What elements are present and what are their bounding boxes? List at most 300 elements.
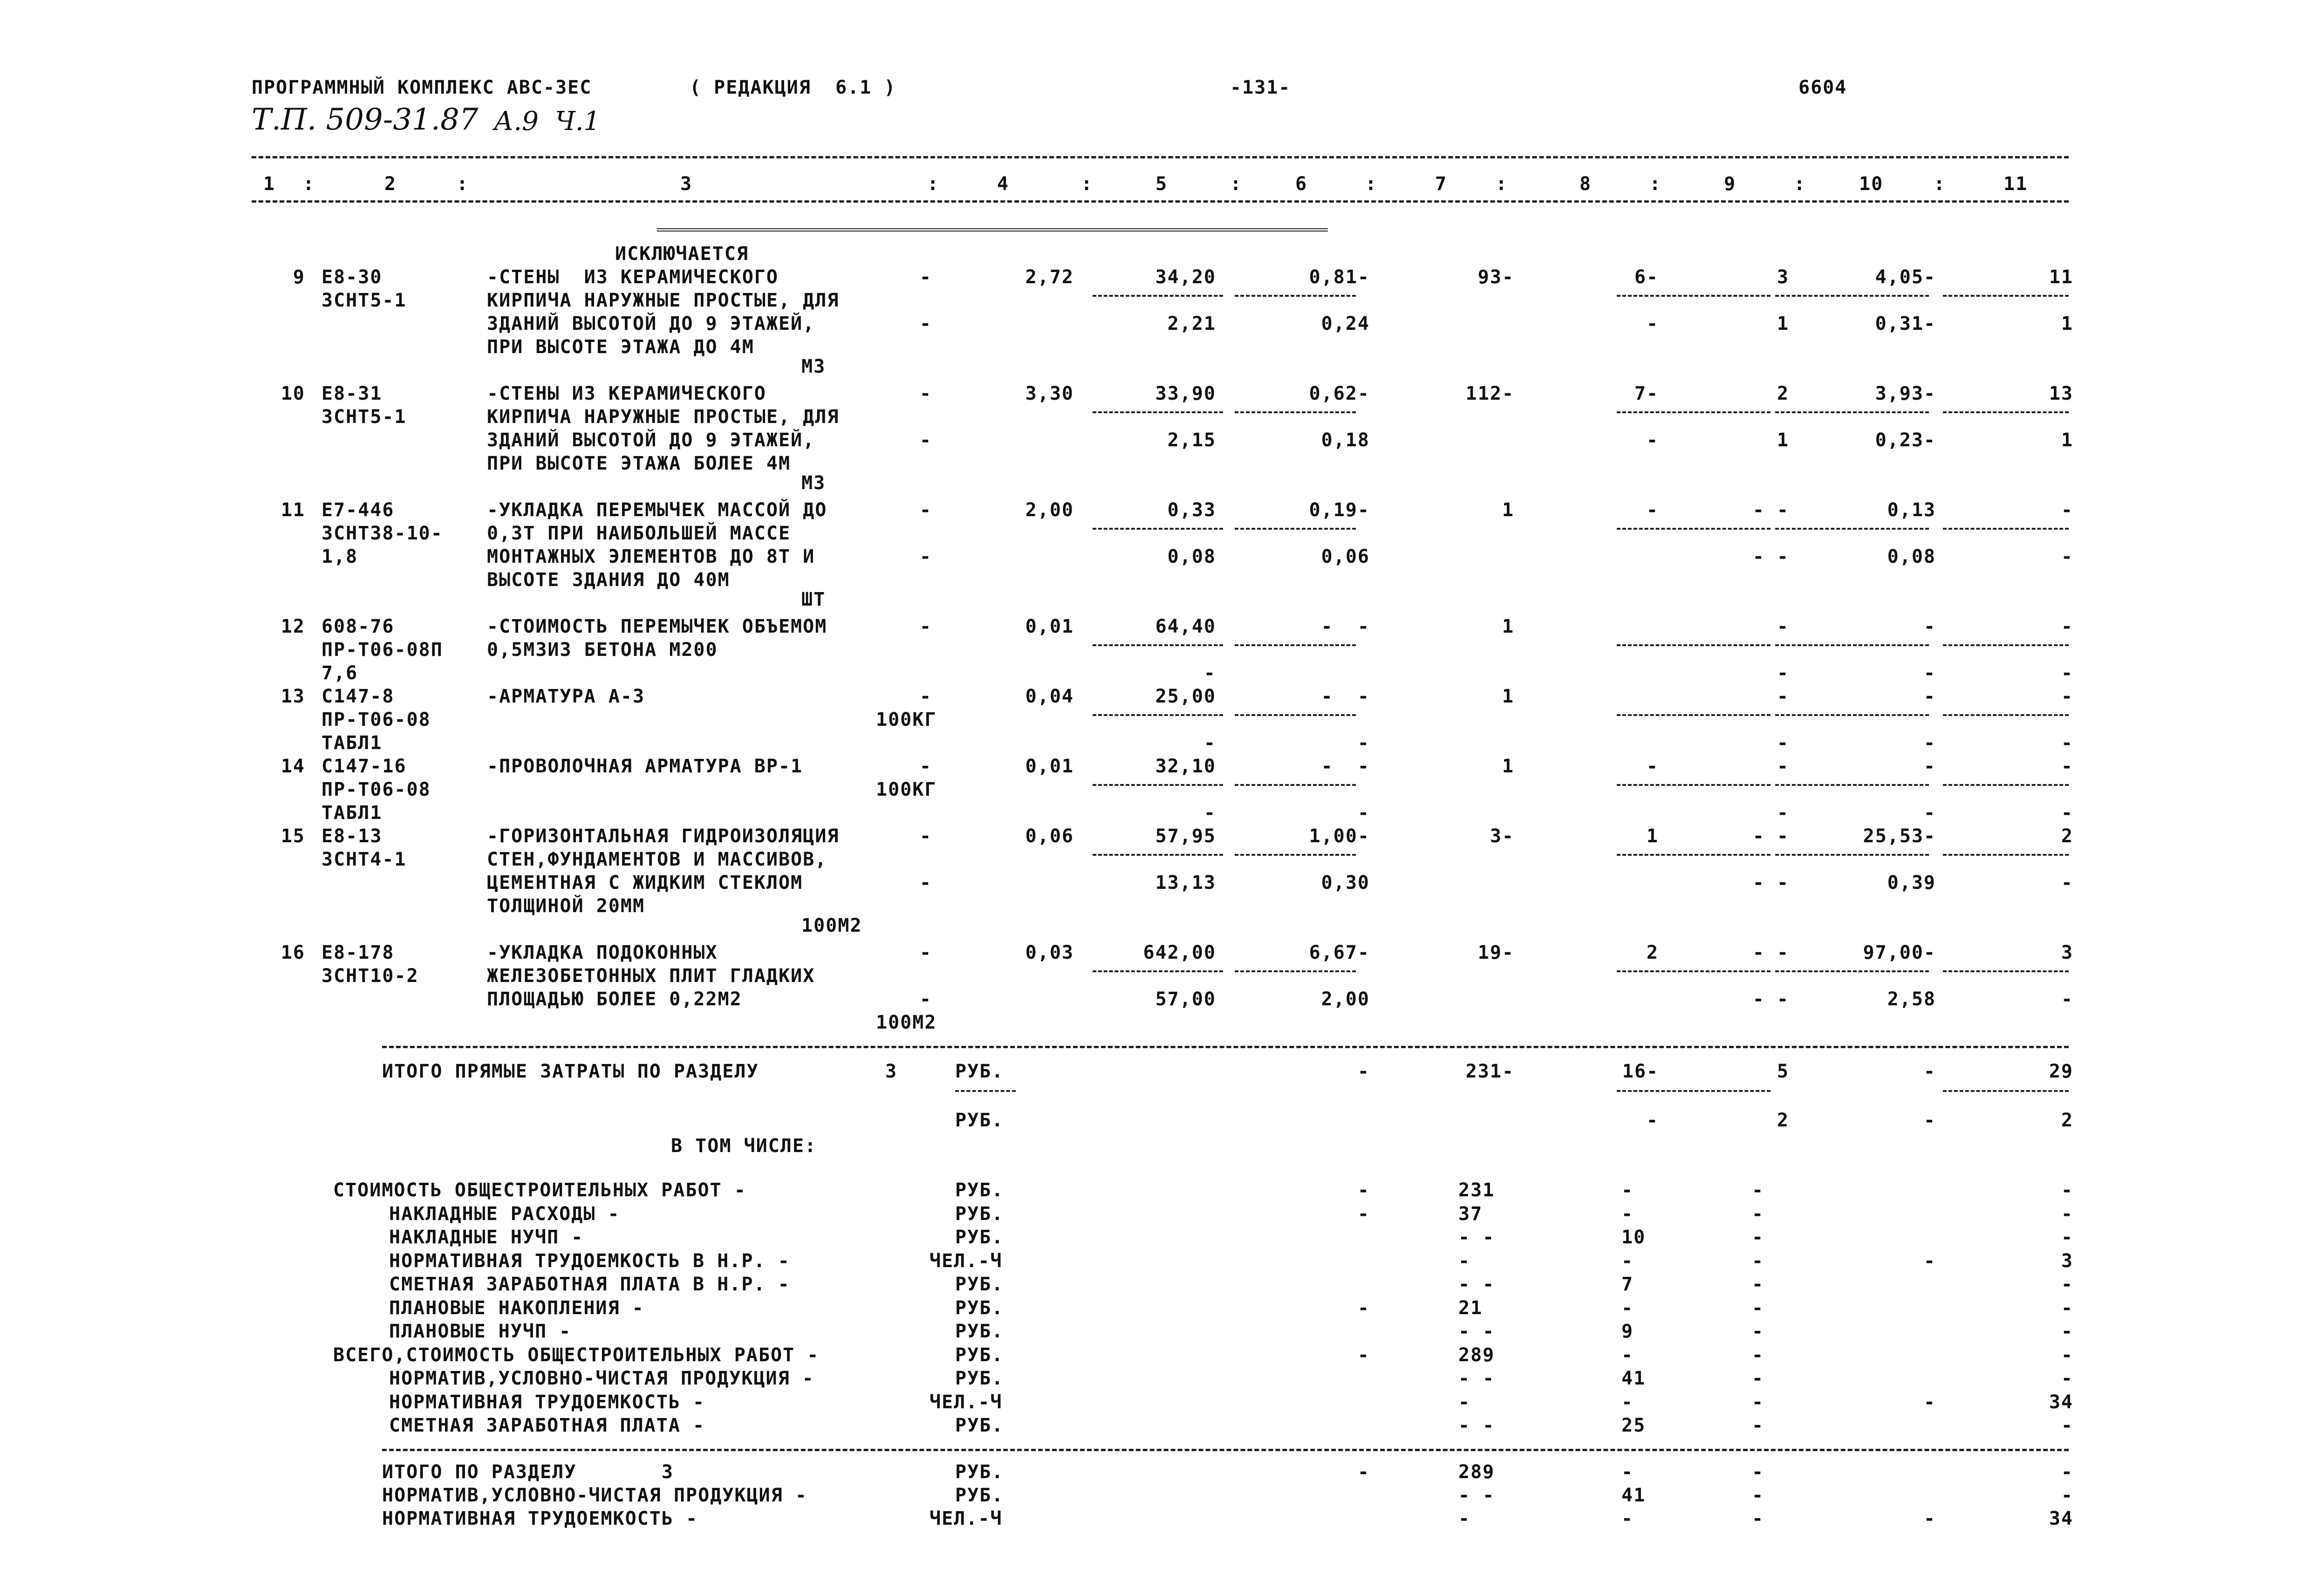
totals-line-label: НАКЛАДНЫЕ РАСХОДЫ - [389,1203,620,1225]
cell-c11: 25,53- [1863,825,1936,847]
cell-c12b: - [2061,662,2073,684]
cell-c10b: - - [1752,546,1789,567]
cell-c11: - [1923,686,1936,707]
page-number: -131- [1230,77,1291,98]
cell-c10: 2 [1777,383,1789,404]
value-subrule [1775,528,1929,530]
cell-c6: 33,90 [1155,383,1216,404]
cell-c7: - - [1321,686,1370,707]
row-description: -СТОИМОСТЬ ПЕРЕМЫЧЕК ОБЪЕМОМ [487,616,827,637]
cell-c10b: - [1777,802,1789,824]
totals-line-label: ПЛАНОВЫЕ НАКОПЛЕНИЯ - [389,1297,644,1319]
totals-rule-bottom [382,1449,2069,1451]
cell-c11b: 0,31- [1875,313,1936,334]
column-number: 8 [1579,173,1592,195]
value-subrule [1235,295,1356,297]
including-label: В ТОМ ЧИСЛЕ: [671,1135,817,1157]
totals-direct-dash: - [1357,1061,1370,1082]
final-line-c8: - [1458,1508,1471,1529]
totals-line-label: СТОИМОСТЬ ОБЩЕСТРОИТЕЛЬНЫХ РАБОТ - [333,1180,746,1201]
totals-line-c8: - [1458,1391,1471,1413]
column-separator: : [1649,173,1662,195]
column-separator: : [1365,173,1378,195]
cell-c12: 2 [2061,825,2073,847]
cell-c9: - [1646,756,1659,777]
row-reference: ПР-Т06-08 [321,709,431,730]
row-description: -СТЕНЫ ИЗ КЕРАМИЧЕСКОГО [487,266,779,288]
column-separator: : [927,173,940,195]
totals-direct-c10: 5 [1777,1061,1789,1082]
totals-line-c10: - [1752,1227,1764,1248]
cell-c12b: 1 [2061,313,2073,334]
row-description: -ГОРИЗОНТАЛЬНАЯ ГИДРОИЗОЛЯЦИЯ [487,825,840,847]
cell-c8: 3- [1490,825,1514,847]
value-subrule [1617,528,1771,530]
cell-c4b: - [919,313,932,334]
cell-c7: - - [1321,756,1370,777]
totals-line-c10: - [1752,1180,1764,1201]
column-number: 2 [384,173,397,195]
cell-c8: 112- [1465,383,1514,404]
totals-line-c8: - - [1458,1274,1495,1295]
cell-c7: 0,62- [1309,383,1370,404]
column-number: 9 [1724,173,1737,195]
totals-line-c12: - [2061,1368,2073,1389]
cell-c5: 0,01 [1025,616,1074,637]
totals-line-unit: РУБ. [955,1203,1004,1225]
final-line-c9: - [1621,1461,1634,1483]
value-subrule [1617,644,1771,646]
totals-direct-c12: 29 [2049,1061,2073,1082]
cell-c7: 0,81- [1309,266,1370,288]
value-subrule [1093,970,1223,972]
cell-c7: 0,19- [1309,499,1370,521]
cell-c4: - [919,686,932,707]
totals-line-c8: - - [1458,1227,1495,1248]
row-code: Е7-446 [321,499,395,521]
cell-c12: - [2061,756,2073,777]
handwritten-album-number: А.9 Ч.1 [494,106,601,136]
totals-line-label: НОРМАТИВНАЯ ТРУДОЕМКОСТЬ В Н.Р. - [389,1250,790,1272]
cell-c12: 13 [2049,383,2073,404]
column-separator: : [1934,173,1946,195]
cell-c10b: - - [1752,989,1789,1010]
column-number: 4 [997,173,1010,195]
cell-c10: - [1777,756,1789,777]
totals-direct-label: ИТОГО ПРЯМЫЕ ЗАТРАТЫ ПО РАЗДЕЛУ [382,1061,759,1082]
column-number: 11 [2003,173,2028,195]
row-unit: 100М2 [876,1012,937,1033]
row-description: 0,5М3ИЗ БЕТОНА М200 [487,639,718,661]
cell-c4: - [919,942,932,963]
totals-line-label: НОРМАТИВ,УСЛОВНО-ЧИСТАЯ ПРОДУКЦИЯ - [389,1368,814,1389]
row-reference: 1,8 [321,546,358,567]
cell-c10b: - [1777,662,1789,684]
row-reference: ТАБЛ1 [321,802,383,824]
row-code: Е8-178 [321,942,395,963]
value-subrule [1775,784,1929,786]
cell-c6: 0,33 [1167,499,1216,521]
totals-rule-top [382,1046,2069,1048]
row-description: ТОЛЩИНОЙ 20ММ [487,895,645,917]
row-reference: 7,6 [321,662,358,684]
totals-direct-c8: 231- [1465,1061,1514,1082]
cell-c9b: - [1646,430,1659,451]
totals-subrule [955,1090,1016,1092]
row-number: 9 [293,266,305,288]
row-reference: ЗСНТ38-10- [321,523,443,544]
row-number: 15 [280,825,305,847]
totals-direct-section: 3 [885,1061,898,1082]
column-number: 6 [1295,173,1308,195]
cell-c10b: - - [1752,872,1789,893]
cell-c11b: 0,08 [1887,546,1936,567]
cell-c9: 2 [1646,942,1659,963]
value-subrule [1235,528,1356,530]
totals-line-c9: - [1621,1344,1634,1366]
final-line-label: ИТОГО ПО РАЗДЕЛУ 3 [382,1461,674,1483]
cell-c5: 2,00 [1025,499,1074,521]
totals-line-unit: РУБ. [955,1227,1004,1248]
cell-c8: 1 [1502,756,1514,777]
totals-line-unit: ЧЕЛ.-Ч [930,1250,1003,1272]
totals-direct-c11: - [1923,1061,1936,1082]
cell-c4: - [919,499,932,521]
cell-c12: - [2061,499,2073,521]
totals-line-unit: ЧЕЛ.-Ч [930,1391,1003,1413]
totals-line-unit: РУБ. [955,1368,1004,1389]
cell-c6b: - [1203,732,1216,754]
final-line-c10: - [1752,1508,1764,1529]
cell-c10b: - [1777,732,1789,754]
row-description: ПЛОЩАДЬЮ БОЛЕЕ 0,22М2 [487,989,742,1010]
cell-c4b: - [919,546,932,567]
value-subrule [1775,295,1929,297]
final-line-c8: - - [1458,1485,1495,1506]
totals-line-c9: 9 [1621,1321,1634,1342]
column-number: 10 [1859,173,1884,195]
column-separator: : [1230,173,1243,195]
cell-c12b: - [2061,989,2073,1010]
totals-line-c10: - [1752,1321,1764,1342]
cell-c6: 32,10 [1155,756,1216,777]
totals-line-c8: - - [1458,1368,1495,1389]
totals-line-c9: 41 [1621,1368,1646,1389]
cell-c7: 1,00- [1309,825,1370,847]
row-description: -УКЛАДКА ПОДОКОННЫХ [487,942,718,963]
totals-direct-c11b: - [1923,1110,1936,1131]
row-reference: ЗСНТ10-2 [321,965,419,987]
totals-line-unit: РУБ. [955,1415,1004,1436]
cell-c5: 3,30 [1025,383,1074,404]
row-reference: ПР-Т06-08 [321,779,431,800]
totals-line-c11: - [1923,1250,1936,1272]
row-description: ЗДАНИЙ ВЫСОТОЙ ДО 9 ЭТАЖЕЙ, [487,430,815,451]
row-unit: 100КГ [876,709,937,730]
column-number: 3 [680,173,693,195]
header-rule-top [252,156,2069,158]
totals-line-c10: - [1752,1415,1764,1436]
totals-line-unit: РУБ. [955,1180,1004,1201]
row-code: С147-16 [321,756,407,777]
final-line-c12: - [2061,1485,2073,1506]
cell-c11: 97,00- [1863,942,1936,963]
cell-c6b: - [1203,802,1216,824]
value-subrule [1093,411,1223,413]
cell-c10: 3 [1777,266,1789,288]
cell-c4b: - [919,989,932,1010]
cell-c6b: 0,08 [1167,546,1216,567]
value-subrule [1093,644,1223,646]
totals-line-c12: - [2061,1180,2073,1201]
totals-line-c12: - [2061,1203,2073,1225]
row-unit: ШТ [801,589,826,610]
totals-subrule [1617,1090,1771,1092]
cell-c4: - [919,383,932,404]
value-subrule [1775,411,1929,413]
cell-c8: 1 [1502,686,1514,707]
cell-c12b: - [2061,732,2073,754]
cell-c11: - [1923,616,1936,637]
cell-c11b: 0,23- [1875,430,1936,451]
totals-line-dash: - [1357,1344,1370,1366]
cell-c9b: - [1646,313,1659,334]
row-description: ПРИ ВЫСОТЕ ЭТАЖА БОЛЕЕ 4М [487,453,791,474]
totals-line-c9: - [1621,1203,1634,1225]
final-line-c9: - [1621,1508,1634,1529]
value-subrule [1943,970,2069,972]
final-line-c10: - [1752,1485,1764,1506]
column-separator: : [1081,173,1094,195]
final-line-c9: 41 [1621,1485,1646,1506]
value-subrule [1943,854,2069,856]
value-subrule [1775,970,1929,972]
totals-line-dash: - [1357,1180,1370,1201]
row-number: 11 [280,499,305,521]
cell-c5: 0,06 [1025,825,1074,847]
totals-line-label: НАКЛАДНЫЕ НУЧП - [389,1227,584,1248]
totals-line-c9: 25 [1621,1415,1646,1436]
cell-c7b: 2,00 [1321,989,1370,1010]
cell-c7b: 0,30 [1321,872,1370,893]
final-line-dash: - [1357,1461,1370,1483]
cell-c6b: 57,00 [1155,989,1216,1010]
totals-line-c12: - [2061,1297,2073,1319]
totals-line-c8: 231 [1458,1180,1495,1201]
totals-line-c10: - [1752,1297,1764,1319]
cell-c8: 93- [1477,266,1514,288]
cell-c8: 1 [1502,499,1514,521]
cell-c4: - [919,266,932,288]
section-separator [657,228,1328,232]
final-line-unit: ЧЕЛ.-Ч [930,1508,1003,1529]
value-subrule [1775,644,1929,646]
totals-line-c12: - [2061,1344,2073,1366]
totals-subrule [1943,1090,2069,1092]
value-subrule [1093,528,1223,530]
cell-c9: 6- [1634,266,1659,288]
totals-line-c10: - [1752,1274,1764,1295]
totals-line-c9: - [1621,1297,1634,1319]
cell-c10: - [1777,686,1789,707]
totals-line-c8: - - [1458,1415,1495,1436]
value-subrule [1235,714,1356,716]
row-code: 608-76 [321,616,395,637]
totals-line-dash: - [1357,1297,1370,1319]
cell-c7b: 0,24 [1321,313,1370,334]
cell-c11b: 0,39 [1887,872,1936,893]
totals-line-c8: 289 [1458,1344,1495,1366]
value-subrule [1617,411,1771,413]
row-reference: ТАБЛ1 [321,732,383,754]
value-subrule [1943,644,2069,646]
row-reference: ЗСНТ4-1 [321,849,407,870]
totals-line-c9: - [1621,1391,1634,1413]
row-description: -СТЕНЫ ИЗ КЕРАМИЧЕСКОГО [487,383,766,404]
row-description: СТЕН,ФУНДАМЕНТОВ И МАССИВОВ, [487,849,827,870]
totals-line-c8: 37 [1458,1203,1483,1225]
totals-direct-c12b: 2 [2061,1110,2073,1131]
final-line-c10: - [1752,1461,1764,1483]
totals-line-unit: РУБ. [955,1321,1004,1342]
totals-line-c8: - - [1458,1321,1495,1342]
row-description: 0,3Т ПРИ НАИБОЛЬШЕЙ МАССЕ [487,523,791,544]
section-note: ИСКЛЮЧАЕТСЯ [615,243,749,265]
value-subrule [1093,714,1223,716]
cell-c11: - [1923,756,1936,777]
cell-c5: 0,03 [1025,942,1074,963]
row-description: -УКЛАДКА ПЕРЕМЫЧЕК МАССОЙ ДО [487,499,827,521]
totals-line-c10: - [1752,1203,1764,1225]
row-description: ВЫСОТЕ ЗДАНИЯ ДО 40М [487,569,730,591]
cell-c6: 57,95 [1155,825,1216,847]
program-title: ПРОГРАММНЫЙ КОМПЛЕКС АВС-ЗЕС [252,77,592,98]
cell-c9: 7- [1634,383,1659,404]
row-number: 14 [280,756,305,777]
totals-line-c12: - [2061,1321,2073,1342]
cell-c10: - - [1752,499,1789,521]
cell-c4: - [919,756,932,777]
cell-c7b: - [1357,732,1370,754]
cell-c9: - [1646,499,1659,521]
totals-line-c11: - [1923,1391,1936,1413]
value-subrule [1093,854,1223,856]
totals-line-unit: РУБ. [955,1274,1004,1295]
totals-line-label: СМЕТНАЯ ЗАРАБОТНАЯ ПЛАТА В Н.Р. - [389,1274,790,1295]
cell-c10: - - [1752,825,1789,847]
cell-c5: 0,04 [1025,686,1074,707]
totals-line-label: НОРМАТИВНАЯ ТРУДОЕМКОСТЬ - [389,1391,705,1413]
row-code: Е8-30 [321,266,383,288]
cell-c10: - [1777,616,1789,637]
column-separator: : [1496,173,1508,195]
final-line-c8: 289 [1458,1461,1495,1483]
final-line-unit: РУБ. [955,1461,1004,1483]
totals-line-c10: - [1752,1391,1764,1413]
column-number: 5 [1156,173,1168,195]
cell-c12b: 1 [2061,430,2073,451]
cell-c6b: - [1203,662,1216,684]
row-reference: ЗСНТ5-1 [321,406,407,428]
totals-line-dash: - [1357,1203,1370,1225]
cell-c7: 6,67- [1309,942,1370,963]
value-subrule [1943,784,2069,786]
cell-c6b: 2,15 [1167,430,1216,451]
cell-c8: 19- [1477,942,1514,963]
handwritten-project-number: Т.П. 509-31.87 [252,102,479,137]
value-subrule [1943,714,2069,716]
row-number: 10 [280,383,305,404]
cell-c6: 64,40 [1155,616,1216,637]
cell-c11: 3,93- [1875,383,1936,404]
cell-c4b: - [919,872,932,893]
value-subrule [1235,411,1356,413]
cell-c4: - [919,825,932,847]
totals-line-c12: 3 [2061,1250,2073,1272]
totals-line-unit: РУБ. [955,1344,1004,1366]
cell-c5: 0,01 [1025,756,1074,777]
value-subrule [1235,644,1356,646]
cell-c6: 25,00 [1155,686,1216,707]
totals-line-label: ПЛАНОВЫЕ НУЧП - [389,1321,572,1342]
cell-c6: 642,00 [1143,942,1216,963]
totals-line-c10: - [1752,1344,1764,1366]
final-line-c12: - [2061,1461,2073,1483]
row-reference: ЗСНТ5-1 [321,290,407,311]
cell-c6: 34,20 [1155,266,1216,288]
cell-c10: - - [1752,942,1789,963]
totals-line-c9: - [1621,1180,1634,1201]
value-subrule [1943,295,2069,297]
row-description: КИРПИЧА НАРУЖНЫЕ ПРОСТЫЕ, ДЛЯ [487,406,840,428]
row-code: Е8-31 [321,383,383,404]
cell-c6b: 2,21 [1167,313,1216,334]
totals-line-unit: РУБ. [955,1297,1004,1319]
totals-line-c8: - [1458,1250,1471,1272]
cell-c12b: - [2061,872,2073,893]
final-line-c12: 34 [2049,1508,2073,1529]
row-unit: М3 [801,472,826,494]
totals-line-label: ВСЕГО,СТОИМОСТЬ ОБЩЕСТРОИТЕЛЬНЫХ РАБОТ - [333,1344,820,1366]
final-line-c11: - [1923,1508,1936,1529]
cell-c7: - - [1321,616,1370,637]
cell-c8: 1 [1502,616,1514,637]
column-number: 7 [1435,173,1448,195]
cell-c11b: - [1923,732,1936,754]
totals-line-c10: - [1752,1368,1764,1389]
document-code: 6604 [1798,77,1847,98]
column-separator: : [303,173,315,195]
totals-line-c9: 7 [1621,1274,1634,1295]
value-subrule [1617,854,1771,856]
final-line-label: НОРМАТИВНАЯ ТРУДОЕМКОСТЬ - [382,1508,698,1529]
totals-direct-c9: 16- [1622,1061,1659,1082]
totals-line-c12: - [2061,1227,2073,1248]
totals-direct-c10b: 2 [1777,1110,1789,1131]
value-subrule [1775,714,1929,716]
cell-c5: 2,72 [1025,266,1074,288]
final-line-label: НОРМАТИВ,УСЛОВНО-ЧИСТАЯ ПРОДУКЦИЯ - [382,1485,807,1506]
cell-c10b: 1 [1777,430,1789,451]
row-description: ПРИ ВЫСОТЕ ЭТАЖА ДО 4М [487,336,754,358]
cell-c10b: 1 [1777,313,1789,334]
cell-c11b: - [1923,662,1936,684]
cell-c11b: 2,58 [1887,989,1936,1010]
cell-c7b: - [1357,802,1370,824]
totals-direct-unit2: РУБ. [955,1110,1004,1131]
value-subrule [1235,970,1356,972]
cell-c12b: - [2061,802,2073,824]
